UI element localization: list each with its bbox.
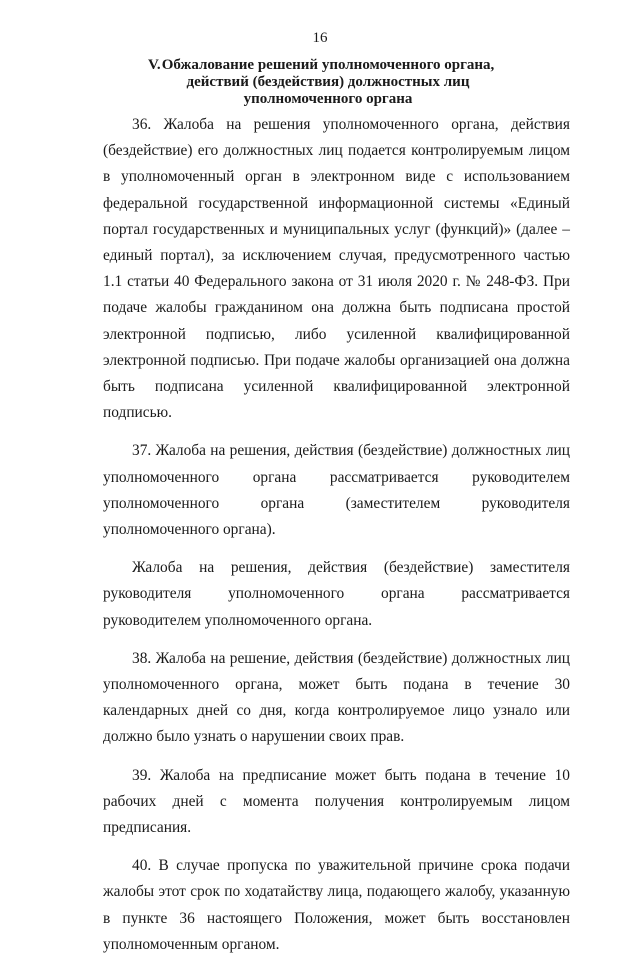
section-number: V. (148, 57, 161, 73)
paragraph-40: 40. В случае пропуска по уважительной причине срока подачи жалобы этот срок по ходатайству лица, подающего жалобу, указанную в пункте 36 настоящего Положения, может быть восстановлен уполномоченным органом. (103, 857, 570, 953)
section-heading (138, 57, 518, 108)
section-title-line-3: уполномоченного органа (243, 91, 413, 107)
section-body (103, 112, 570, 958)
section-title-line-1: Обжалование решений уполномоченного органа, (161, 57, 495, 73)
section-title-line-2: действий (бездействия) должностных лиц (186, 74, 470, 90)
paragraph-37-continued: Жалоба на решения, действия (бездействие) заместителя руководителя уполномоченного органа рассматривается руководителем уполномоченного органа. (103, 559, 570, 629)
paragraph-39: 39. Жалоба на предписание может быть подана в течение 10 рабочих дней с момента получения контролируемым лицом предписания. (103, 766, 570, 837)
paragraph-37: 37. Жалоба на решения, действия (бездействие) должностных лиц уполномоченного органа рассматривается руководителем уполномоченного органа (заместителем руководителя уполномоченного органа). (103, 442, 570, 539)
page-number: 16 (312, 30, 328, 46)
paragraph-38: 38. Жалоба на решение, действия (бездействие) должностных лиц уполномоченного органа, может быть подана в течение 30 календарных дней со дня, когда контролируемое лицо узнало или должно было узнать о нарушении своих прав. (103, 649, 570, 746)
paragraph-36: 36. Жалоба на решения уполномоченного органа, действия (бездействие) его должностных лиц подается контролируемым лицом в уполномоченный орган в электронном виде с использованием федеральной государственной информационной системы «Единый портал государственных и муниципальных услуг (функций)» (далее – единый портал), за исключением случая, предусмотренного частью 1.1 статьи 40 Федерального закона от 31 июля 2020 г. № 248-ФЗ. При подаче жалобы гражданином она должна быть подписана простой электронной подписью, либо усиленной квалифицированной электронной подписью. При подаче жалобы организацией она должна быть подписана усиленной квалифицированной электронной подписью. (103, 116, 570, 422)
